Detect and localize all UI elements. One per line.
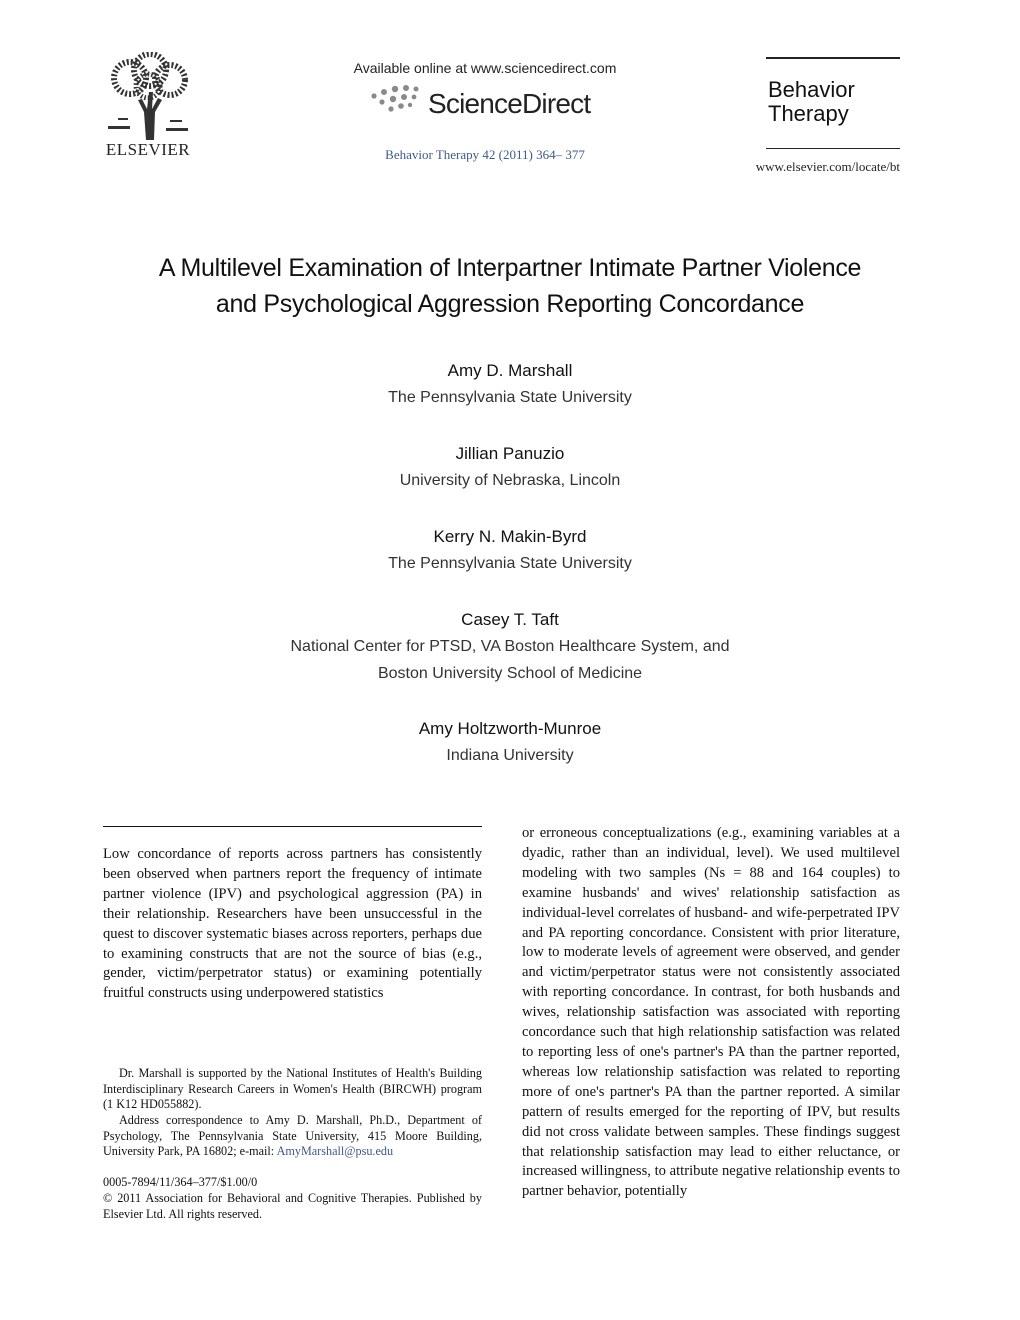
abstract-right-column: or erroneous conceptualizations (e.g., examining variables at a dyadic, rather than an individual, level). We used multilevel modeling with two samples (Ns = 88 and 164 couples) to examine husbands' and wives' relationship satisfaction as individual-level correlates of husband- and wife-perpetrated IPV and PA reporting concordance. Consistent with prior literature, low to moderate levels of agreement were observed, and gender and victim/perpetrator status were not consistently associated with reporting concordance. In contrast, for both husbands and wives, relationship satisfaction was associated with reporting concordance such that high relationship satisfaction was related to reporting less of one's partner's PA than the partner reported, whereas low relationship satisfaction was related to reporting more of one's partner's PA than the partner reported. A similar pattern of results emerged for the reporting of IPV, but results did not cross validate between samples. These findings suggest that relationship satisfaction may lead to either reluctance, or increased willingness, to attribute negative relationship events to partner behavior, potentially [522,825,900,1200]
journal-title-line1: Behavior [768,77,855,102]
author-affiliation: University of Nebraska, Lincoln [399,472,621,489]
funding-footnote: Dr. Marshall is supported by the National Institutes of Health's Building Interdisciplinary Research Careers in Women's Health (BIRCWH) program (1 K12 HD055882). [103,1066,482,1111]
journal-title [768,78,855,126]
author-affiliation-line2: Boston University School of Medicine [377,665,643,682]
abstract-left-column: Low concordance of reports across partners has consistently been observed when partners report the frequency of intimate partner violence (IPV) and psychological aggression (PA) in their relationship. Researchers have been unsuccessful in the quest to discover systematic biases across reporters, perhaps due to examining constructs that are not the source of bias (e.g., gender, victim/perpetrator status) or examining potentially fruitful constructs using underpowered statistics [103,846,482,1002]
sciencedirect-wordmark: ScienceDirect [428,88,591,119]
author-name: Casey T. Taft [461,610,559,629]
publisher-name: ELSEVIER [105,140,191,159]
article-title-line1: A Multilevel Examination of Interpartner Intimate Partner Violence [158,254,862,282]
article-title [80,250,940,322]
author-name: Kerry N. Makin-Byrd [433,527,587,546]
correspondence-footnote [103,1113,482,1160]
copyright-notice: © 2011 Association for Behavioral and Cognitive Therapies. Published by Elsevier Ltd. All rights reserved. [103,1191,482,1221]
article-title-line2: and Psychological Aggression Reporting Concordance [215,290,805,318]
author-name: Amy D. Marshall [447,361,573,380]
author-affiliation: National Center for PTSD, VA Boston Healthcare System, and [290,638,730,655]
available-online: Available online at www.sciencedirect.com [353,60,617,76]
journal-title-line2: Therapy [768,101,849,126]
abstract-rule [103,826,482,827]
correspondence-email-link[interactable]: AmyMarshall@psu.edu [276,1144,394,1158]
issn-line: 0005-7894/11/364–377/$1.00/0 [103,1175,258,1189]
author-affiliation: The Pennsylvania State University [388,555,632,572]
author-name: Amy Holtzworth-Munroe [418,719,602,738]
author-affiliation: Indiana University [446,747,574,764]
journal-rule-bottom [766,148,900,149]
author-name: Jillian Panuzio [455,444,565,463]
journal-citation[interactable]: Behavior Therapy 42 (2011) 364– 377 [385,147,585,162]
journal-url[interactable]: www.elsevier.com/locate/bt [755,159,900,174]
author-affiliation: The Pennsylvania State University [388,389,632,406]
journal-rule-top [766,57,900,59]
correspondence-text: Address correspondence to Amy D. Marshall, Ph.D., Department of Psychology, The Pennsylvania State University, 415 Moore Building, University Park, PA 16802; e-mail: [103,1113,482,1158]
